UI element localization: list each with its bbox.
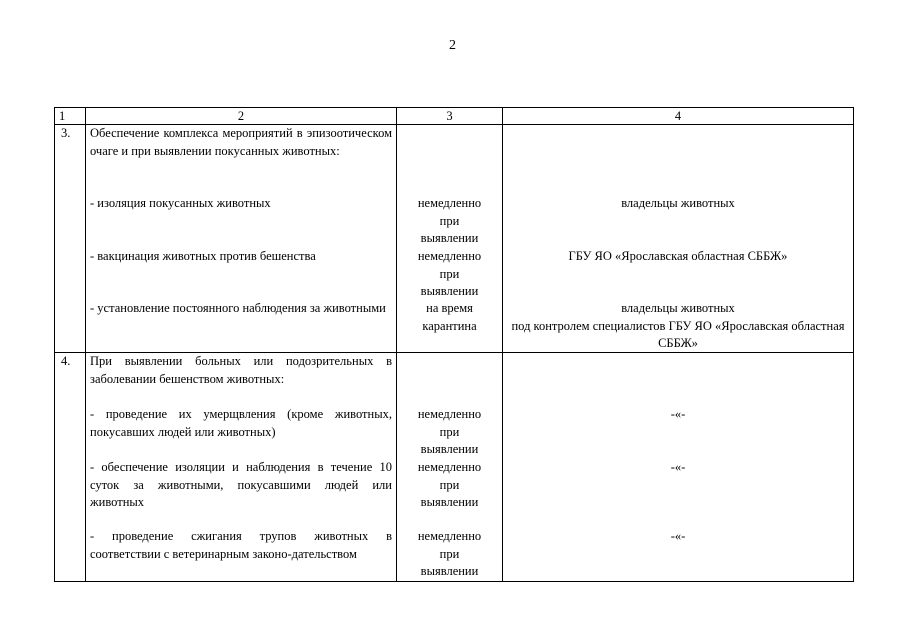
term-item: немедленно при выявлении (417, 460, 482, 509)
responsible-cell (503, 353, 854, 582)
measure-item: - вакцинация животных против бешенства (90, 249, 316, 263)
responsible-item: владельцы животных под контролем специалистов ГБУ ЯО «Ярославская областная СББЖ» (511, 301, 845, 350)
term-item: немедленно при выявлении (417, 529, 482, 578)
row-intro: Обеспечение комплекса мероприятий в эпизоотическом очаге и при выявлении покусанных животных: (90, 126, 392, 158)
responsible-item: владельцы животных (621, 196, 735, 210)
row-number: 3. (55, 125, 86, 353)
header-col-1: 1 (55, 108, 86, 125)
measure-item: - проведение сжигания трупов животных в соответствии с ветеринарным законо-дательством (90, 529, 392, 561)
table-row-3 (55, 125, 854, 353)
responsible-item: -«- (670, 460, 686, 474)
table-header-row (55, 108, 854, 125)
header-col-4: 4 (503, 108, 854, 125)
responsible-item: -«- (670, 407, 686, 421)
header-col-2: 2 (86, 108, 397, 125)
term-cell (397, 353, 503, 582)
row-number: 4. (55, 353, 86, 582)
measures-cell (86, 125, 397, 353)
responsible-item: ГБУ ЯО «Ярославская областная СББЖ» (568, 249, 788, 263)
measures-table (54, 107, 854, 582)
measure-item: - изоляция покусанных животных (90, 196, 271, 210)
term-item: немедленно при выявлении (417, 249, 482, 298)
measures-cell (86, 353, 397, 582)
responsible-cell (503, 125, 854, 353)
measure-item: - проведение их умерщвления (кроме животных, покусавших людей или животных) (90, 407, 392, 439)
table-row-4 (55, 353, 854, 582)
row-intro: При выявлении больных или подозрительных в заболевании бешенством животных: (90, 354, 392, 386)
page-number: 2 (449, 38, 456, 53)
term-item: на время карантина (422, 301, 477, 333)
term-item: немедленно при выявлении (417, 407, 482, 456)
measure-item: - обеспечение изоляции и наблюдения в течение 10 суток за животными, покусавшими людей или животных (90, 460, 392, 509)
term-cell (397, 125, 503, 353)
responsible-item: -«- (670, 529, 686, 543)
header-col-3: 3 (397, 108, 503, 125)
measure-item: - установление постоянного наблюдения за животными (90, 301, 386, 315)
term-item: немедленно при выявлении (417, 196, 482, 245)
